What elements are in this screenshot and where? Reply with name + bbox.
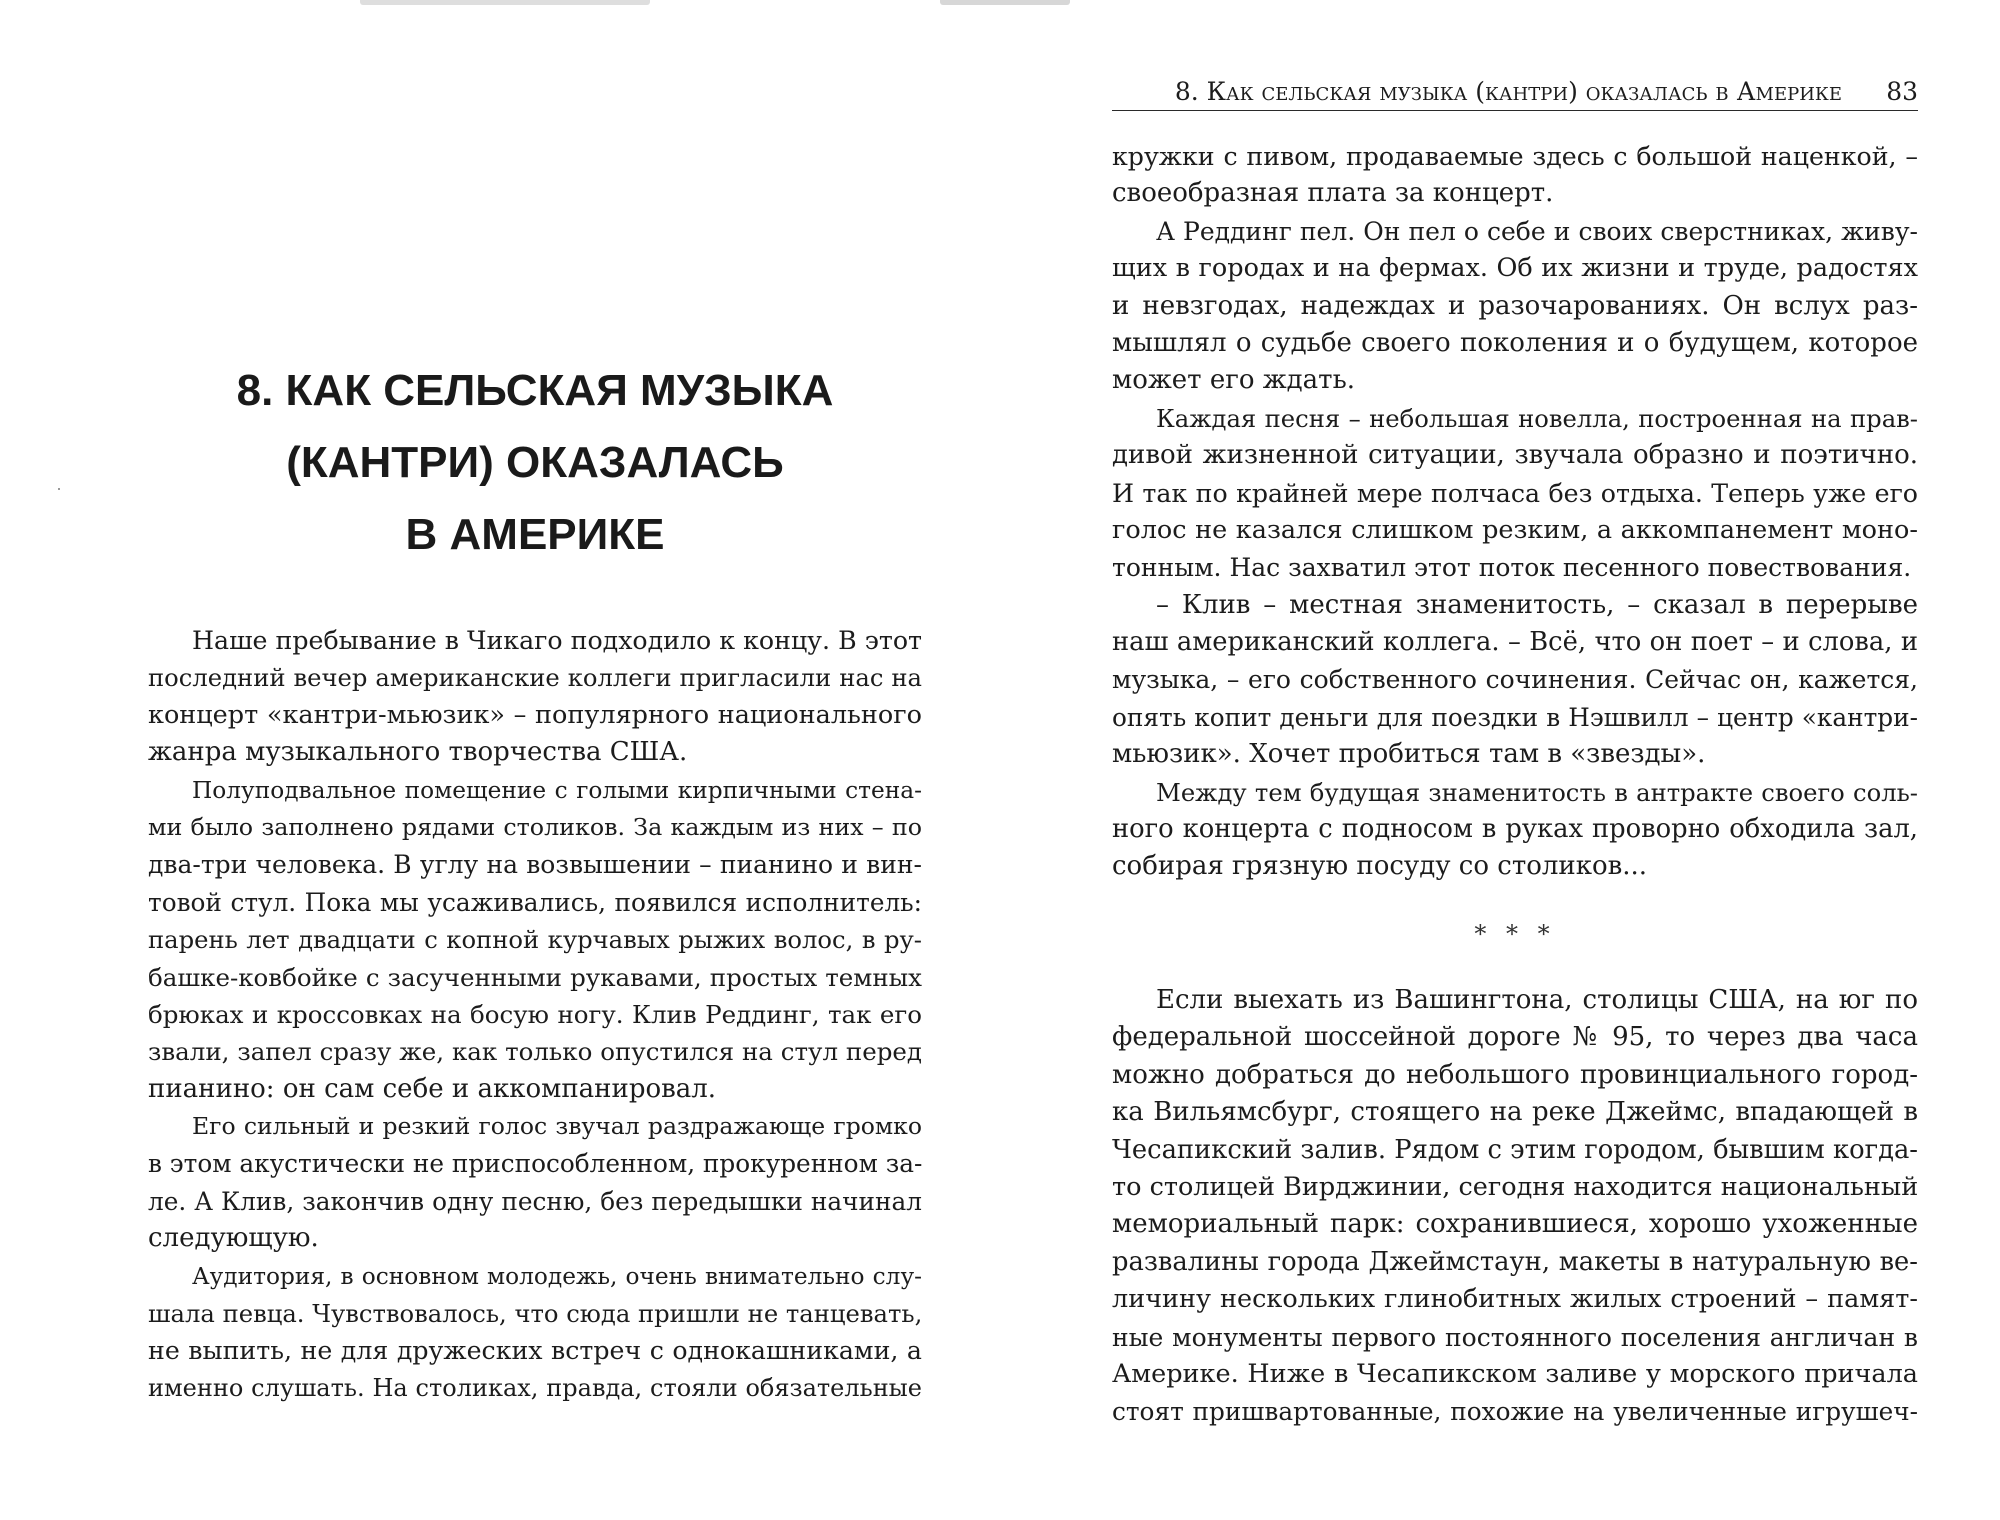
text-line: Каждая песня – небольшая новелла, построенная на прав- [1156,403,1918,433]
text-line: личину нескольких глинобитных жилых строений – памят- [1112,1284,1918,1315]
text-line: звали, запел сразу же, как только опустился на стул перед [148,1037,922,1067]
text-line: два-три человека. В углу на возвышении – пианино и вин- [148,850,922,880]
chapter-title-line: В АМЕРИКЕ [405,510,665,559]
text-line: опять копит деньги для поездки в Нэшвилл – центр «кантри- [1112,702,1918,732]
chapter-title-line: 8. КАК СЕЛЬСКАЯ МУЗЫКА [236,366,834,415]
text-line: голос не казался слишком резким, а аккомпанемент моно- [1112,514,1918,545]
left-page [148,0,922,1520]
text-line: Если выехать из Вашингтона, столицы США, на юг по [1156,985,1918,1015]
text-line: – Клив – местная знаменитость, – сказал в перерыве [1156,589,1918,620]
text-line: в этом акустически не приспособленном, прокуренном за- [148,1149,923,1179]
text-line: концерт «кантри-мьюзик» – популярного национального [148,699,922,730]
right-page-body-continued [1112,982,1918,1431]
text-line: Наше пребывание в Чикаго подходило к концу. В этот [192,626,922,655]
text-line: Америке. Ниже в Чесапикском заливе у морского причала [1112,1358,1918,1389]
text-line: своеобразная плата за концерт. [1112,178,1554,209]
text-line: собирая грязную посуду со столиков... [1112,851,1648,882]
scan-artifact [940,0,1070,5]
text-line: мьюзик». Хочет пробиться там в «звезды». [1112,739,1706,770]
text-line: Его сильный и резкий голос звучал раздражающе громко [192,1112,922,1141]
right-page [1112,0,1918,1520]
text-line: ми было заполнено рядами столиков. За каждым из них – по [148,812,922,841]
text-line: развалины города Джеймстаун, макеты в натуральную ве- [1112,1246,1918,1277]
text-line: А Реддинг пел. Он пел о себе и своих сверстниках, живу- [1156,216,1918,246]
running-header-title: 8. Как сельская музыка (кантри) оказалась в Америке [1174,77,1842,106]
text-line: ного концерта с подносом в руках проворно обходила зал, [1112,814,1918,845]
text-line: парень лет двадцати с копной курчавых рыжих волос, в ру- [148,925,922,955]
text-line: не выпить, не для дружеских встреч с однокашниками, а [148,1336,922,1366]
text-line: музыка, – его собственного сочинения. Сейчас он, кажется, [1112,665,1918,695]
text-line: стоят пришвартованные, похожие на увеличенные игрушеч- [1112,1397,1918,1427]
running-header [1112,74,1918,111]
right-page-body [1112,138,1918,886]
text-line: шала певца. Чувствовалось, что сюда пришли не танцевать, [148,1299,923,1329]
left-page-body [148,622,922,1407]
text-line: Аудитория, в основном молодежь, очень внимательно слу- [192,1262,922,1290]
text-line: башке-ковбойке с засученными рукавами, простых темных [148,962,922,992]
text-line: брюках и кроссовках на босую ногу. Клив Реддинг, так его [148,999,922,1029]
text-line: Полуподвальное помещение с голыми кирпичными стена- [192,776,922,804]
text-line: федеральной шоссейной дороге № 95, то через два часа [1112,1022,1918,1053]
text-line: может его ждать. [1112,365,1355,396]
text-line: Чесапикский залив. Рядом с этим городом, бывшим когда- [1112,1134,1918,1165]
scan-artifact [58,488,60,490]
text-line: И так по крайней мере полчаса без отдыха. Теперь уже его [1112,478,1918,508]
text-line: товой стул. Пока мы усаживались, появился исполнитель: [148,887,922,917]
text-line: мышлял о судьбе своего поколения и о будущем, которое [1112,327,1918,358]
text-line: Между тем будущая знаменитость в антракте своего соль- [1156,777,1918,807]
text-line: ные монументы первого постоянного поселения англичан в [1112,1322,1918,1352]
text-line: жанра музыкального творчества США. [148,737,688,768]
text-line: следующую. [148,1223,319,1254]
text-line: щих в городах и на фермах. Об их жизни и труде, радостях [1112,253,1918,284]
chapter-title-line: (КАНТРИ) ОКАЗАЛАСЬ [286,438,784,487]
section-break: * * * [1474,920,1556,948]
page-number: 83 [1886,77,1918,106]
text-line: ле. А Клив, закончив одну песню, без передышки начинал [148,1186,922,1216]
text-line: наш американский коллега. – Всё, что он поет – и слова, и [1112,627,1918,658]
text-line: последний вечер американские коллеги пригласили нас на [148,663,922,693]
chapter-title [148,355,922,571]
text-line: пианино: он сам себе и аккомпанировал. [148,1073,717,1104]
text-line: можно добраться до небольшого провинциального город- [1112,1059,1918,1090]
text-line: мемориальный парк: сохранившиеся, хорошо ухоженные [1112,1209,1918,1240]
text-line: именно слушать. На столиках, правда, стояли обязательные [148,1373,922,1402]
text-line: то столицей Вирджинии, сегодня находится национальный [1112,1171,1919,1202]
text-line: ка Вильямсбург, стоящего на реке Джеймс, впадающей в [1112,1097,1918,1128]
text-line: тонным. Нас захватил этот поток песенного повествования. [1112,553,1912,583]
text-line: дивой жизненной ситуации, звучала образно и поэтично. [1112,440,1918,471]
text-line: и невзгодах, надеждах и разочарованиях. Он вслух раз- [1112,290,1918,321]
text-line: кружки с пивом, продаваемые здесь с большой наценкой, – [1112,142,1918,171]
